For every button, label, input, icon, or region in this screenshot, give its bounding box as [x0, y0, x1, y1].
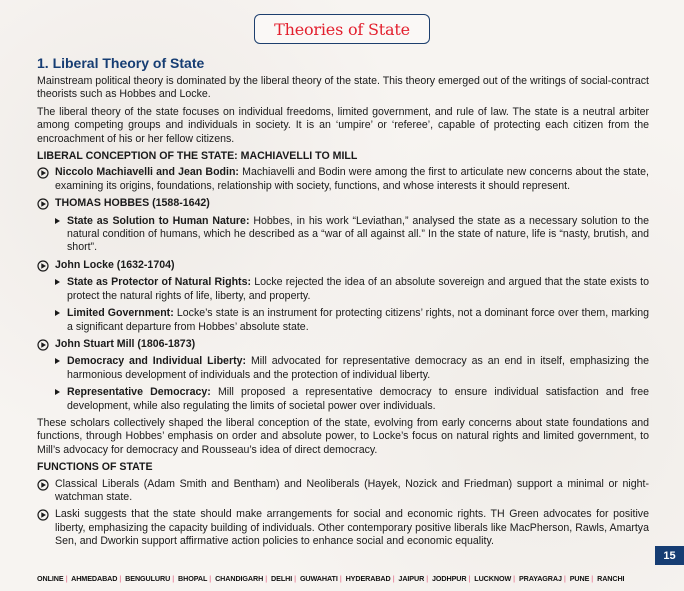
footer-separator: | — [468, 574, 471, 583]
mill-point-term: Representative Democracy: — [67, 386, 211, 399]
functions-heading: FUNCTIONS OF STATE — [37, 461, 153, 474]
footer-separator: | — [513, 574, 516, 583]
locke-point-term: Limited Government: — [67, 307, 174, 320]
mill-point — [37, 355, 649, 382]
chapter-title: Theories of State — [274, 19, 410, 39]
play-bullet-icon — [37, 339, 49, 351]
footer-separator: | — [265, 574, 268, 583]
footer-city: BHOPAL — [178, 574, 208, 583]
footer-city: DELHI — [271, 574, 293, 583]
play-bullet-icon — [37, 198, 49, 210]
chapter-title-box — [254, 14, 430, 44]
footer-city: GUWAHATI — [299, 574, 338, 583]
footer-separator: | — [172, 574, 175, 583]
footer-separator: | — [209, 574, 212, 583]
footer-city: RANCHI — [597, 574, 625, 583]
locke-point-text: Locke’s state is an instrument for protecting citizens’ rights, not a dominant force over them, marking a significant departure from Hobbes’ absolute state. — [67, 307, 649, 333]
play-bullet-icon — [37, 167, 49, 179]
summary-paragraph: These scholars collectively shaped the liberal conception of the state, evolving from early concerns about state foundations and functions, through Hobbes’ emphasis on order and absolute power, to Locke’s focus on natural rights and limited government, to Mill’s advocacy for democracy and Rousseau’s idea of direct democracy. — [37, 416, 649, 456]
footer-separator: | — [591, 574, 594, 583]
functions-item — [37, 508, 649, 548]
footer-city: ONLINE — [37, 574, 64, 583]
hobbes-point-term: State as Solution to Human Nature: — [67, 214, 250, 227]
hobbes-point-text: Hobbes, in his work “Leviathan,” analysed the state as a necessary solution to the natural condition of humans, which he described as a “war of all against all.” In the state of nature, life is “nasty, brutish, and short”. — [67, 214, 649, 254]
play-bullet-icon — [37, 509, 49, 521]
intro-paragraph-2: The liberal theory of the state focuses on individual freedoms, limited government, and rule of law. The state is a neutral arbiter among competing groups and individuals in society. It is an ‘umpire’ or ‘referee’, capable of protecting each citizen from the encroachment of his or her fellow citizens. — [37, 105, 649, 145]
mill-heading: John Stuart Mill (1806-1873) — [55, 337, 196, 350]
footer-city: AHMEDABAD — [71, 574, 118, 583]
conception-heading: LIBERAL CONCEPTION OF THE STATE: MACHIAVELLI TO MILL — [37, 150, 358, 163]
triangle-bullet-icon — [55, 389, 60, 395]
locke-point-term: State as Protector of Natural Rights: — [67, 276, 252, 289]
triangle-bullet-icon — [55, 358, 60, 364]
mill-point-text: Mill proposed a representative democracy to ensure individual satisfaction and free development, while also regulating the limits of societal power over individuals. — [67, 386, 649, 412]
footer-city: HYDERABAD — [345, 574, 391, 583]
machiavelli-text: Machiavelli and Bodin were among the first to articulate new concerns about the state, examining its origins, foundations, relationship with society, functions, and whose interests it should represent. — [55, 166, 649, 192]
triangle-bullet-icon — [55, 218, 60, 224]
machiavelli-item — [37, 166, 649, 193]
play-bullet-icon — [37, 479, 49, 491]
footer-separator: | — [65, 574, 68, 583]
footer-separator: | — [294, 574, 297, 583]
machiavelli-term: Niccolo Machiavelli and Jean Bodin: — [55, 166, 239, 179]
hobbes-heading-item — [37, 197, 649, 210]
page-number-badge: 15 — [655, 546, 684, 565]
triangle-bullet-icon — [55, 279, 60, 285]
intro-paragraph-1: Mainstream political theory is dominated by the liberal theory of the state. This theory emerged out of the writings of social-contract theorists such as Hobbes and Locke. — [37, 75, 649, 101]
footer-separator: | — [563, 574, 566, 583]
footer-separator: | — [339, 574, 342, 583]
hobbes-heading: THOMAS HOBBES (1588-1642) — [55, 197, 210, 210]
triangle-bullet-icon — [55, 310, 60, 316]
footer-separator: | — [119, 574, 122, 583]
footer-city: CHANDIGARH — [215, 574, 264, 583]
mill-point-term: Democracy and Individual Liberty: — [67, 355, 247, 368]
section-heading: 1. Liberal Theory of State — [37, 55, 205, 71]
locke-point-text: Locke rejected the idea of an absolute sovereign and argued that the state exists to protect the natural rights of life, liberty, and property. — [67, 276, 649, 302]
footer-city: PRAYAGRAJ — [518, 574, 562, 583]
footer-separator: | — [392, 574, 395, 583]
mill-point-text: Mill advocated for representative democracy as an end in itself, emphasizing the harmonious development of individuals and the protection of individual liberty. — [67, 355, 649, 381]
locke-heading-item — [37, 259, 649, 272]
content-body — [37, 55, 649, 553]
hobbes-point — [37, 215, 649, 255]
functions-item-text: Classical Liberals (Adam Smith and Bentham) and Neoliberals (Hayek, Nozick and Friedman) support a minimal or night-watchman state. — [55, 477, 649, 503]
footer-city: LUCKNOW — [474, 574, 512, 583]
functions-item — [37, 478, 649, 505]
locke-point — [37, 276, 649, 303]
play-bullet-icon — [37, 260, 49, 272]
locke-heading: John Locke (1632-1704) — [55, 258, 175, 271]
mill-heading-item — [37, 338, 649, 351]
footer-cities — [37, 574, 624, 583]
mill-point — [37, 386, 649, 413]
footer-city: BENGULURU — [125, 574, 171, 583]
footer-city: PUNE — [569, 574, 590, 583]
footer-city: JODHPUR — [432, 574, 467, 583]
functions-item-text: Laski suggests that the state should make arrangements for social and economic rights. TH Green advocates for positive liberty, emphasizing the capacity building of individuals. Other contemporary positive liberals like MacPherson, Rawls, Amartya Sen, and Dworkin support affirmative action policies to enhance social and economic equality. — [55, 508, 649, 548]
footer-city: JAIPUR — [398, 574, 425, 583]
footer-separator: | — [426, 574, 429, 583]
locke-point — [37, 307, 649, 334]
